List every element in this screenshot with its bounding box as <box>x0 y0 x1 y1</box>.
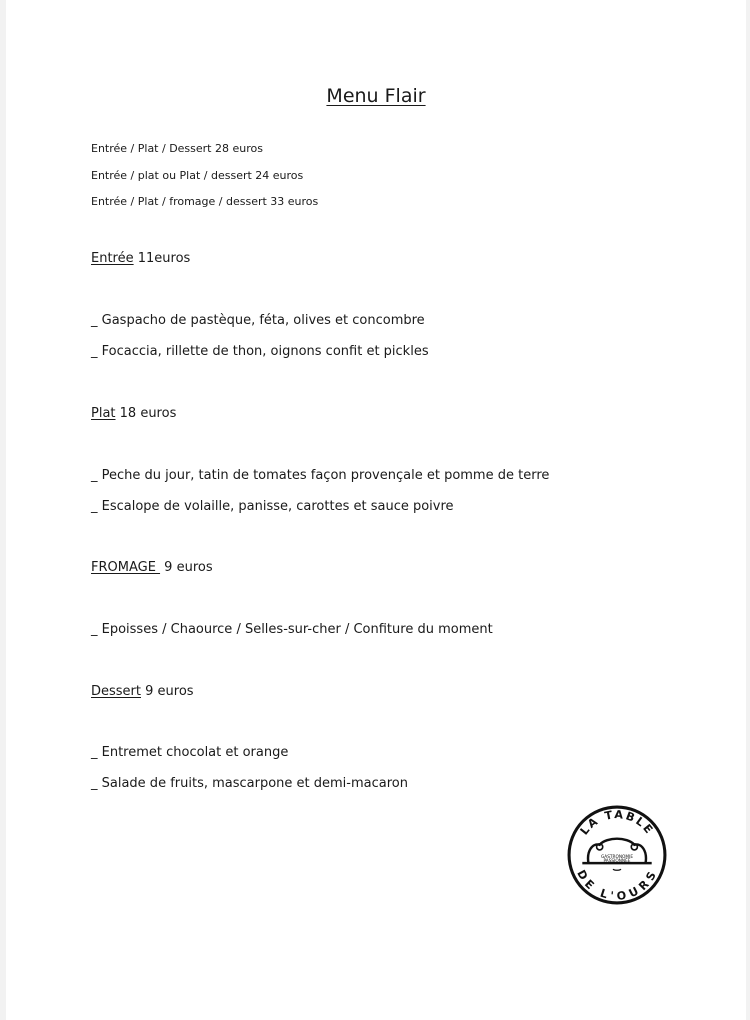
section-entree-heading <box>91 251 190 266</box>
section-plat-heading <box>91 406 176 421</box>
logo-tagline: PASSIONNÉE <box>603 859 631 865</box>
menu-item: _ Peche du jour, tatin de tomates façon provençale et pomme de terre <box>91 468 550 483</box>
menu-page <box>6 0 746 1020</box>
bear-logo-icon <box>566 804 668 906</box>
logo-tagline: GASTRONOMIE <box>600 855 634 861</box>
logo-top-text: LA TABLE <box>577 808 657 838</box>
menu-item: _ Salade de fruits, mascarpone et demi-macaron <box>91 776 408 791</box>
section-name: FROMAGE <box>91 560 161 575</box>
menu-item: _ Focaccia, rillette de thon, oignons confit et pickles <box>91 344 429 359</box>
section-price: 18 euros <box>115 406 177 421</box>
section-price: 9 euros <box>141 684 194 699</box>
logo-bottom-text: DE L'OURS <box>574 867 660 904</box>
section-price: 9 euros <box>160 560 213 575</box>
menu-item: _ Entremet chocolat et orange <box>91 745 289 760</box>
page-title: Menu Flair <box>326 85 426 107</box>
section-dessert-heading <box>91 684 194 699</box>
menu-item: _ Escalope de volaille, panisse, carottes et sauce poivre <box>91 499 454 514</box>
formula-line: Entrée / Plat / fromage / dessert 33 euros <box>91 195 319 208</box>
section-name: Entrée <box>91 251 134 266</box>
formula-line: Entrée / plat ou Plat / dessert 24 euros <box>91 169 304 182</box>
formula-line: Entrée / Plat / Dessert 28 euros <box>91 142 263 155</box>
section-name: Plat <box>91 406 116 421</box>
menu-item: _ Epoisses / Chaource / Selles-sur-cher / Confiture du moment <box>91 622 493 637</box>
section-name: Dessert <box>91 684 141 699</box>
section-price: 11euros <box>133 251 191 266</box>
menu-item: _ Gaspacho de pastèque, féta, olives et concombre <box>91 313 425 328</box>
section-fromage-heading <box>91 560 213 575</box>
